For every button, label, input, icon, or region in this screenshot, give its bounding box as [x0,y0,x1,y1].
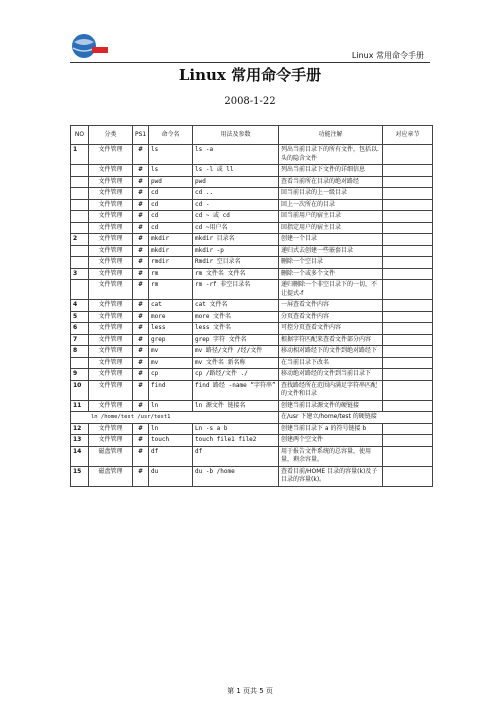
cell-usage: cd .. [193,188,279,200]
cell-desc: 移动相对路经下的文件到绝对路经下 [279,346,383,358]
cell-desc: 列出当前目录下文件的详细信息 [279,165,383,177]
cell-ps1: # [133,311,149,323]
cell-cmd: cat [149,300,193,312]
cell-usage: df [193,446,279,466]
cell-desc: 回上一次所在的目录 [279,199,383,211]
cell-no [71,245,89,257]
table-row [71,257,433,269]
document-title: Linux 常用命令手册 [178,66,322,84]
cell-cat: 文件管理 [89,369,133,381]
cell-cmd: ls [149,145,193,165]
cell-no [71,165,89,177]
cell-ps1: # [133,466,149,486]
cell-cat: 文件管理 [89,211,133,223]
cell-no: 8 [71,346,89,358]
cell-ch [383,369,433,381]
cell-ps1: # [133,423,149,435]
cell-cat: 文件管理 [89,423,133,435]
table-row [71,334,433,346]
cell-ps1: # [133,188,149,200]
table-row [71,245,433,257]
cell-ch [383,211,433,223]
table-row [71,199,433,211]
cell-cmd: mkdir [149,245,193,257]
page-footer: 第 1 页共 5 页 [227,687,273,695]
cell-desc: 回当前目录的上一级目录 [279,188,383,200]
cell-no: 9 [71,369,89,381]
cell-desc: 列出当前目录下的所有文件，包括以.头的隐含文件 [279,145,383,165]
cell-usage: rm 文件名 文件名 [193,268,279,280]
cell-ch [383,400,433,412]
globe-logo-icon [70,32,110,60]
table-row [71,145,433,165]
cell-ch [383,311,433,323]
cell-no [71,199,89,211]
cell-ch [383,222,433,234]
cell-usage: mv 文件名 新名称 [193,357,279,369]
cell-no: 5 [71,311,89,323]
table-header-row [71,126,433,145]
cell-cat: 文件管理 [89,165,133,177]
cell-ch [383,323,433,335]
cell-ps1: # [133,280,149,300]
cell-desc: 在当前目录下改名 [279,357,383,369]
cell-cmd: pwd [149,176,193,188]
cell-usage: ls -a [193,145,279,165]
cell-ch [383,188,433,200]
table-row [71,423,433,435]
cell-cmd: mkdir [149,234,193,246]
cell-usage: find 路经 -name “字符串” [193,380,279,400]
cell-cmd: cd [149,211,193,223]
cell-cat: 文件管理 [89,199,133,211]
cell-ps1: # [133,300,149,312]
column-header: 分类 [89,126,133,145]
cell-cmd: touch [149,435,193,447]
cell-no: 13 [71,435,89,447]
header-title: Linux 常用命令手册 [351,51,424,60]
cell-ps1: # [133,211,149,223]
cell-cat: 磁盘管理 [89,466,133,486]
cell-cat: 文件管理 [89,346,133,358]
cell-desc: 用于报告文件系统的总容量，使用量，剩余容量。 [279,446,383,466]
cell-no [71,188,89,200]
cell-ch [383,145,433,165]
cell-ch [383,300,433,312]
table-row [71,234,433,246]
cell-ps1: # [133,145,149,165]
cell-usage: cp /路经/文件 ./ [193,369,279,381]
column-header: PS1 [133,126,149,145]
cell-usage: grep 字符 文件名 [193,334,279,346]
cell-cmd: grep [149,334,193,346]
cell-ps1: # [133,369,149,381]
cell-desc: 移动绝对路经的文件到当前目录下 [279,369,383,381]
cell-no: 3 [71,268,89,280]
cell-ps1: # [133,268,149,280]
cell-cmd: df [149,446,193,466]
cell-usage: Ln -s a b [193,423,279,435]
cell-usage: cd ~用户名 [193,222,279,234]
cell-desc: 查看当前所在目录的绝对路经 [279,176,383,188]
cell-cmd: find [149,380,193,400]
table-row [71,369,433,381]
cell-cmd: rmdir [149,257,193,269]
span-cell-left: ln /home/test /usr/test1 [71,412,279,424]
cell-ps1: # [133,323,149,335]
cell-no [71,211,89,223]
table-row [71,380,433,400]
cell-desc: 一屏查看文件内容 [279,300,383,312]
cell-cat: 文件管理 [89,245,133,257]
column-header: 对应章节 [383,126,433,145]
cell-usage: mkdir -p [193,245,279,257]
cell-usage: rm -rf 非空目录名 [193,280,279,300]
cell-ps1: # [133,435,149,447]
table-row [71,222,433,234]
cell-ps1: # [133,222,149,234]
cell-ps1: # [133,357,149,369]
command-table [70,125,433,487]
cell-ch [383,346,433,358]
cell-cmd: less [149,323,193,335]
cell-cmd: rm [149,280,193,300]
cell-cmd: mv [149,346,193,358]
cell-ps1: # [133,400,149,412]
cell-desc: 查看目前/HOME 目录的容量(k)及子目录的容量(k)。 [279,466,383,486]
table-row [71,435,433,447]
cell-usage: pwd [193,176,279,188]
cell-ps1: # [133,380,149,400]
cell-usage: touch file1 file2 [193,435,279,447]
cell-desc: 创建一个目录 [279,234,383,246]
cell-no [71,176,89,188]
cell-usage: cat 文件名 [193,300,279,312]
cell-no: 15 [71,466,89,486]
cell-cmd: more [149,311,193,323]
cell-no: 12 [71,423,89,435]
cell-cat: 文件管理 [89,257,133,269]
cell-desc: 创建当前目录源文件的硬链接 [279,400,383,412]
cell-no: 7 [71,334,89,346]
cell-cat: 文件管理 [89,323,133,335]
cell-usage: ls -l 或 ll [193,165,279,177]
cell-cmd: du [149,466,193,486]
cell-cat: 文件管理 [89,357,133,369]
cell-desc: 回指定用户的宿主目录 [279,222,383,234]
table-row [71,188,433,200]
cell-desc: 递归删除一个非空目录下的一切，不让提式-f [279,280,383,300]
cell-ch [383,334,433,346]
cell-ps1: # [133,234,149,246]
cell-cmd: cd [149,188,193,200]
cell-cat: 文件管理 [89,334,133,346]
cell-ps1: # [133,346,149,358]
table-body [71,145,433,487]
table-row [71,211,433,223]
cell-no: 11 [71,400,89,412]
table-row [71,400,433,412]
cell-ps1: # [133,176,149,188]
cell-cat: 文件管理 [89,380,133,400]
header-rule [70,62,430,63]
cell-ch [383,423,433,435]
cell-no [71,257,89,269]
cell-ch [383,435,433,447]
cell-ps1: # [133,257,149,269]
cell-ch [383,245,433,257]
cell-desc: 删除一个空目录 [279,257,383,269]
table-row [71,268,433,280]
cell-no: 1 [71,145,89,165]
column-header: 功能注解 [279,126,383,145]
table-row [71,446,433,466]
table-row [71,280,433,300]
cell-no [71,222,89,234]
cell-usage: Rmdir 空目录名 [193,257,279,269]
column-header: 命令名 [149,126,193,145]
cell-usage: mkdir 目录名 [193,234,279,246]
cell-cat: 文件管理 [89,311,133,323]
span-cell-right: 在/usr 下建立/home/test 的硬链接 [279,412,433,424]
cell-desc: 递归式去创建一些嵌套目录 [279,245,383,257]
cell-cat: 文件管理 [89,400,133,412]
cell-ch [383,176,433,188]
cell-ch [383,466,433,486]
document-date: 2008-1-22 [224,96,276,107]
cell-cmd: ln [149,423,193,435]
table-row [71,311,433,323]
cell-ch [383,280,433,300]
cell-cmd: mv [149,357,193,369]
cell-usage: ln 源文件 链接名 [193,400,279,412]
cell-usage: mv 路径/文件 /经/文件 [193,346,279,358]
table-row [71,323,433,335]
table-row [71,357,433,369]
table-row [71,466,433,486]
cell-ch [383,268,433,280]
cell-ch [383,357,433,369]
cell-usage: du -b /home [193,466,279,486]
cell-desc: 根据字符匹配来查看文件部分内容 [279,334,383,346]
column-header: NO [71,126,89,145]
cell-no: 4 [71,300,89,312]
cell-ps1: # [133,165,149,177]
cell-cmd: cd [149,222,193,234]
cell-cat: 磁盘管理 [89,446,133,466]
cell-no [71,280,89,300]
cell-desc: 查找路经所在范围内满足字符串匹配的文件和目录 [279,380,383,400]
cell-usage: less 文件名 [193,323,279,335]
table-row-span [71,412,433,424]
cell-desc: 删除一个或多个文件 [279,268,383,280]
cell-ps1: # [133,334,149,346]
cell-no [71,357,89,369]
cell-ch [383,199,433,211]
cell-cmd: ls [149,165,193,177]
cell-cat: 文件管理 [89,145,133,165]
cell-desc: 创建两个空文件 [279,435,383,447]
cell-ch [383,165,433,177]
table-row [71,300,433,312]
table-row [71,165,433,177]
cell-cat: 文件管理 [89,222,133,234]
cell-usage: more 文件名 [193,311,279,323]
cell-cat: 文件管理 [89,280,133,300]
cell-ch [383,380,433,400]
cell-cmd: rm [149,268,193,280]
cell-cat: 文件管理 [89,176,133,188]
cell-cat: 文件管理 [89,188,133,200]
cell-cmd: ln [149,400,193,412]
cell-cmd: cp [149,369,193,381]
cell-desc: 创建当前目录下 a 的符号链接 b [279,423,383,435]
cell-desc: 可控分页查看文件内容 [279,323,383,335]
cell-no: 14 [71,446,89,466]
cell-cat: 文件管理 [89,234,133,246]
cell-cmd: cd [149,199,193,211]
cell-no: 10 [71,380,89,400]
cell-usage: cd ~ 或 cd [193,211,279,223]
cell-ps1: # [133,199,149,211]
cell-cat: 文件管理 [89,268,133,280]
cell-no: 6 [71,323,89,335]
cell-ch [383,234,433,246]
cell-ps1: # [133,446,149,466]
column-header: 用法及参数 [193,126,279,145]
cell-desc: 回当前用户的宿主目录 [279,211,383,223]
cell-no: 2 [71,234,89,246]
cell-usage: cd - [193,199,279,211]
cell-ch [383,446,433,466]
cell-cat: 文件管理 [89,435,133,447]
table-row [71,346,433,358]
table-row [71,176,433,188]
cell-cat: 文件管理 [89,300,133,312]
cell-ch [383,257,433,269]
cell-ps1: # [133,245,149,257]
cell-desc: 分页查看文件内容 [279,311,383,323]
